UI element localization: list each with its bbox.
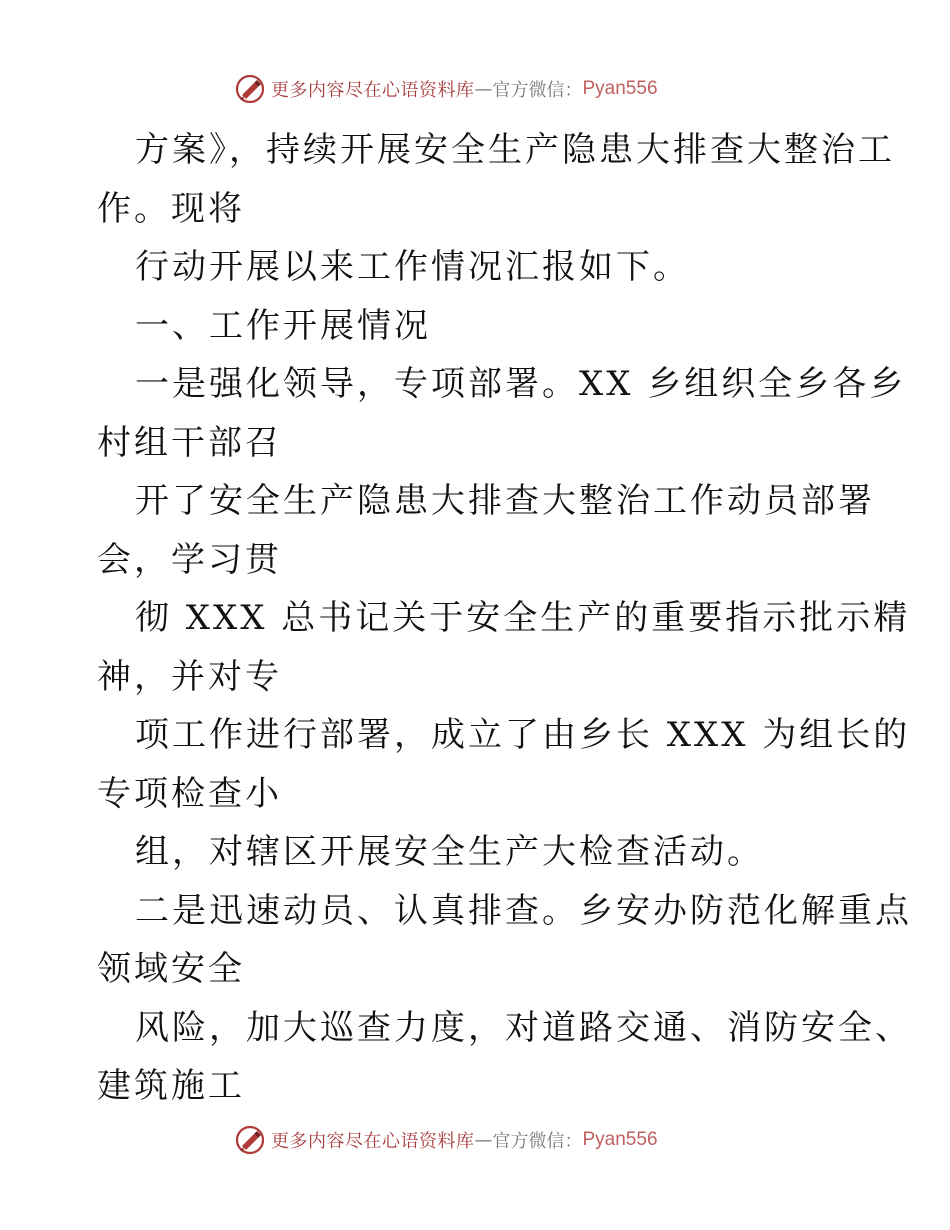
watermark-main-text: 更多内容尽在心语资料库 xyxy=(271,80,475,101)
footer-watermark xyxy=(235,1123,658,1157)
text-line: 神，并对专 xyxy=(97,656,282,697)
watermark-wechat-id: Pyan556 xyxy=(582,1129,658,1150)
text-line: 领域安全 xyxy=(97,949,245,989)
watermark-separator: — xyxy=(474,1129,493,1151)
watermark-wechat-label: 官方微信： xyxy=(492,1131,583,1152)
header-watermark xyxy=(235,72,658,106)
text-line: 项工作进行部署，成立了由乡长 XXX 为组长的 xyxy=(135,715,911,755)
section-heading: 一、工作开展情况 xyxy=(135,305,431,346)
watermark-separator: — xyxy=(474,78,493,100)
text-line: 二是迅速动员、认真排查。乡安办防范化解重点 xyxy=(135,890,912,931)
pen-logo-icon xyxy=(235,1125,265,1155)
watermark-wechat-label: 官方微信： xyxy=(492,80,583,101)
text-line: 组，对辖区开展安全生产大检查活动。 xyxy=(135,832,764,872)
text-line: 村组干部召 xyxy=(97,422,282,463)
pen-logo-icon xyxy=(235,74,265,104)
text-line: 作。现将 xyxy=(97,188,245,229)
text-line: 专项检查小 xyxy=(97,773,282,814)
text-line: 开了安全生产隐患大排查大整治工作动员部署 xyxy=(135,481,875,521)
text-line: 一是强化领导，专项部署。XX 乡组织全乡各乡 xyxy=(135,364,907,404)
text-line: 方案》，持续开展安全生产隐患大排查大整治工 xyxy=(135,130,895,170)
document-body xyxy=(97,121,912,1116)
text-line: 行动开展以来工作情况汇报如下。 xyxy=(135,247,690,287)
watermark-main-text: 更多内容尽在心语资料库 xyxy=(271,1131,475,1152)
watermark-wechat-id: Pyan556 xyxy=(582,78,658,99)
text-line: 彻 XXX 总书记关于安全生产的重要指示批示精 xyxy=(135,598,911,638)
text-line: 风险，加大巡查力度，对道路交通、消防安全、 xyxy=(135,1007,912,1048)
text-line: 建筑施工 xyxy=(97,1066,245,1106)
text-line: 会，学习贯 xyxy=(97,539,282,580)
